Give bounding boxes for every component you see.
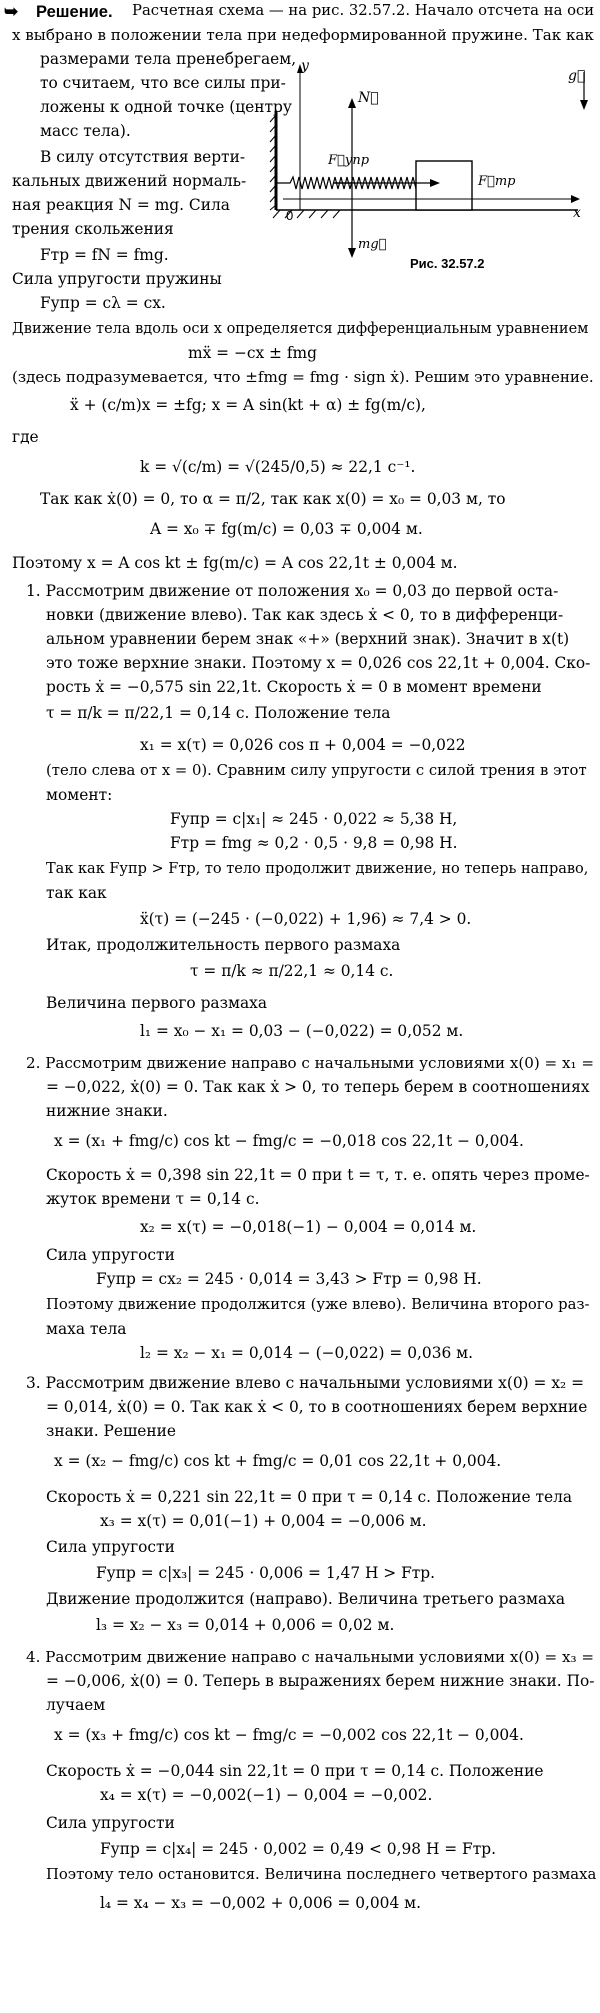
text-line-14: Движение тела вдоль оси x определяется дифференциальным уравнением (12, 321, 589, 337)
text-line-67: Скорость ẋ = −0,044 sin 22,1t = 0 при τ = 0,14 с. Положение (46, 1762, 544, 1780)
text-line-41: 2. Рассмотрим движение направо с начальными условиями x(0) = x₁ = (26, 1054, 594, 1072)
text-line-34: Так как Fупр > Fтр, то тело продолжит движение, но теперь направо, (46, 861, 589, 877)
solution-arrow-icon: ➥ (4, 2, 19, 21)
text-line-48: Сила упругости (46, 1246, 175, 1264)
text-line-71: Поэтому тело остановится. Величина последнего четвертого размаха (46, 1866, 597, 1883)
text-line-72: l₄ = x₄ − x₃ = −0,002 + 0,006 = 0,004 м. (100, 1894, 422, 1912)
label-Ftr: F⃗тр (478, 174, 516, 189)
text-line-8: кальных движений нормаль- (12, 172, 247, 190)
label-g: g⃗ (568, 68, 586, 84)
text-line-70: Fупр = c|x₄| = 245 · 0,002 = 0,49 < 0,98 Н = Fтр. (100, 1840, 496, 1858)
text-line-38: τ = π/k ≈ π/22,1 ≈ 0,14 с. (190, 962, 394, 980)
text-line-33: Fтр = fmg ≈ 0,2 · 0,5 · 9,8 = 0,98 Н. (170, 834, 458, 852)
text-line-12: Сила упругости пружины (12, 270, 222, 288)
text-line-9: ная реакция N = mg. Сила (12, 196, 230, 214)
text-line-61: Движение продолжится (направо). Величина третьего размаха (46, 1590, 566, 1608)
label-x: x (573, 205, 581, 221)
text-line-21: A = x₀ ∓ fg(m/c) = 0,03 ∓ 0,004 м. (150, 520, 423, 538)
text-line-17: ẍ + (c/m)x = ±fg; x = A sin(kt + α) ± fg(m/c), (70, 396, 426, 414)
text-line-29: x₁ = x(τ) = 0,026 cos π + 0,004 = −0,022 (140, 736, 466, 754)
text-line-40: l₁ = x₀ − x₁ = 0,03 − (−0,022) = 0,052 м. (140, 1022, 464, 1040)
text-line-4: то считаем, что все силы при- (40, 74, 286, 92)
text-line-51: маха тела (46, 1320, 127, 1338)
text-line-19: k = √(c/m) = √(245/0,5) ≈ 22,1 с⁻¹. (140, 458, 416, 476)
label-Fupr: F⃗упр (328, 153, 370, 168)
text-line-53: 3. Рассмотрим движение влево с начальными условиями x(0) = x₂ = (26, 1374, 584, 1392)
text-line-20: Так как ẋ(0) = 0, то α = π/2, так как x(0) = x₀ = 0,03 м, то (40, 490, 506, 508)
surface-hatching (273, 210, 340, 218)
text-line-69: Сила упругости (46, 1814, 175, 1832)
text-line-10: трения скольжения (12, 220, 174, 238)
text-line-35: так как (46, 884, 107, 902)
label-y: y (301, 60, 309, 74)
solution-title: Решение. (36, 3, 113, 21)
text-line-23: 1. Рассмотрим движение от положения x₀ = 0,03 до первой оста- (26, 582, 559, 600)
text-line-62: l₃ = x₂ − x₃ = 0,014 + 0,006 = 0,02 м. (96, 1616, 395, 1634)
text-line-3: размерами тела пренебрегаем, (40, 50, 297, 68)
text-line-5: ложены к одной точке (центру (40, 98, 292, 116)
text-line-26: это тоже верхние знаки. Поэтому x = 0,026 cos 22,1t + 0,004. Ско- (46, 654, 591, 672)
text-line-13: Fупр = cλ = cx. (40, 294, 166, 312)
text-line-42: = −0,022, ẋ(0) = 0. Так как ẋ > 0, то теперь берем в соотношениях (46, 1078, 590, 1096)
label-N: N⃗ (358, 90, 379, 106)
text-line-58: x₃ = x(τ) = 0,01(−1) + 0,004 = −0,006 м. (100, 1512, 427, 1530)
text-line-25: альном уравнении берем знак «+» (верхний знак). Значит в x(t) (46, 630, 570, 648)
text-line-27: рость ẋ = −0,575 sin 22,1t. Скорость ẋ = 0 в момент времени (46, 678, 542, 696)
text-line-28: τ = π/k = π/22,1 = 0,14 с. Положение тела (46, 704, 391, 722)
text-line-50: Поэтому движение продолжится (уже влево). Величина второго раз- (46, 1296, 590, 1313)
text-line-60: Fупр = c|x₃| = 245 · 0,006 = 1,47 Н > Fтр. (96, 1564, 436, 1582)
text-line-31: момент: (46, 786, 113, 804)
text-line-11: Fтр = fN = fmg. (40, 246, 169, 264)
text-line-36: ẍ(τ) = (−245 · (−0,022) + 1,96) ≈ 7,4 > 0. (140, 910, 472, 928)
text-line-47: x₂ = x(τ) = −0,018(−1) − 0,004 = 0,014 м. (140, 1218, 477, 1236)
text-line-16: (здесь подразумевается, что ±fmg = fmg · sign ẋ). Решим это уравнение. (12, 368, 594, 386)
text-line-6: масс тела). (40, 122, 131, 140)
label-mg: mg⃗ (358, 237, 387, 252)
figure-32-57-2 (268, 60, 598, 270)
text-line-52: l₂ = x₂ − x₁ = 0,014 − (−0,022) = 0,036 м. (140, 1344, 474, 1362)
text-line-1: Расчетная схема — на рис. 32.57.2. Начало отсчета на оси (132, 2, 595, 19)
text-line-32: Fупр = c|x₁| ≈ 245 · 0,022 ≈ 5,38 Н, (170, 810, 458, 828)
text-line-56: x = (x₂ − fmg/c) cos kt + fmg/c = 0,01 cos 22,1t + 0,004. (54, 1452, 502, 1470)
text-line-63: 4. Рассмотрим движение направо с начальными условиями x(0) = x₃ = (26, 1648, 594, 1666)
text-line-18: где (12, 428, 39, 446)
text-line-30: (тело слева от x = 0). Сравним силу упругости с силой трения в этот (46, 762, 587, 779)
text-line-44: x = (x₁ + fmg/c) cos kt − fmg/c = −0,018 cos 22,1t − 0,004. (54, 1132, 524, 1150)
text-line-39: Величина первого размаха (46, 994, 268, 1012)
text-line-24: новки (движение влево). Так как здесь ẋ < 0, то в дифференци- (46, 606, 564, 624)
text-line-37: Итак, продолжительность первого размаха (46, 936, 401, 954)
text-line-7: В силу отсутствия верти- (40, 148, 246, 166)
text-line-46: жуток времени τ = 0,14 с. (46, 1190, 260, 1208)
text-line-59: Сила упругости (46, 1538, 175, 1556)
text-line-66: x = (x₃ + fmg/c) cos kt − fmg/c = −0,002 cos 22,1t − 0,004. (54, 1726, 524, 1744)
text-line-55: знаки. Решение (46, 1422, 176, 1440)
text-line-15: mẍ = −cx ± fmg (188, 344, 317, 362)
label-zero: 0 (286, 208, 294, 223)
text-line-22: Поэтому x = A cos kt ± fg(m/c) = A cos 22,1t ± 0,004 м. (12, 554, 458, 572)
text-line-45: Скорость ẋ = 0,398 sin 22,1t = 0 при t = τ, т. е. опять через проме- (46, 1166, 590, 1184)
text-line-65: лучаем (46, 1696, 106, 1714)
text-line-2: x выбрано в положении тела при недеформированной пружине. Так как (12, 26, 594, 44)
text-line-57: Скорость ẋ = 0,221 sin 22,1t = 0 при τ = 0,14 с. Положение тела (46, 1488, 573, 1506)
text-line-43: нижние знаки. (46, 1102, 168, 1120)
text-line-49: Fупр = cx₂ = 245 · 0,014 = 3,43 > Fтр = 0,98 Н. (96, 1270, 482, 1288)
text-line-68: x₄ = x(τ) = −0,002(−1) − 0,004 = −0,002. (100, 1786, 433, 1804)
text-line-54: = 0,014, ẋ(0) = 0. Так как ẋ < 0, то в соотношениях берем верхние (46, 1398, 588, 1416)
figure-caption: Рис. 32.57.2 (410, 256, 485, 270)
text-line-64: = −0,006, ẋ(0) = 0. Теперь в выражениях берем нижние знаки. По- (46, 1672, 595, 1690)
body-block (416, 161, 472, 210)
